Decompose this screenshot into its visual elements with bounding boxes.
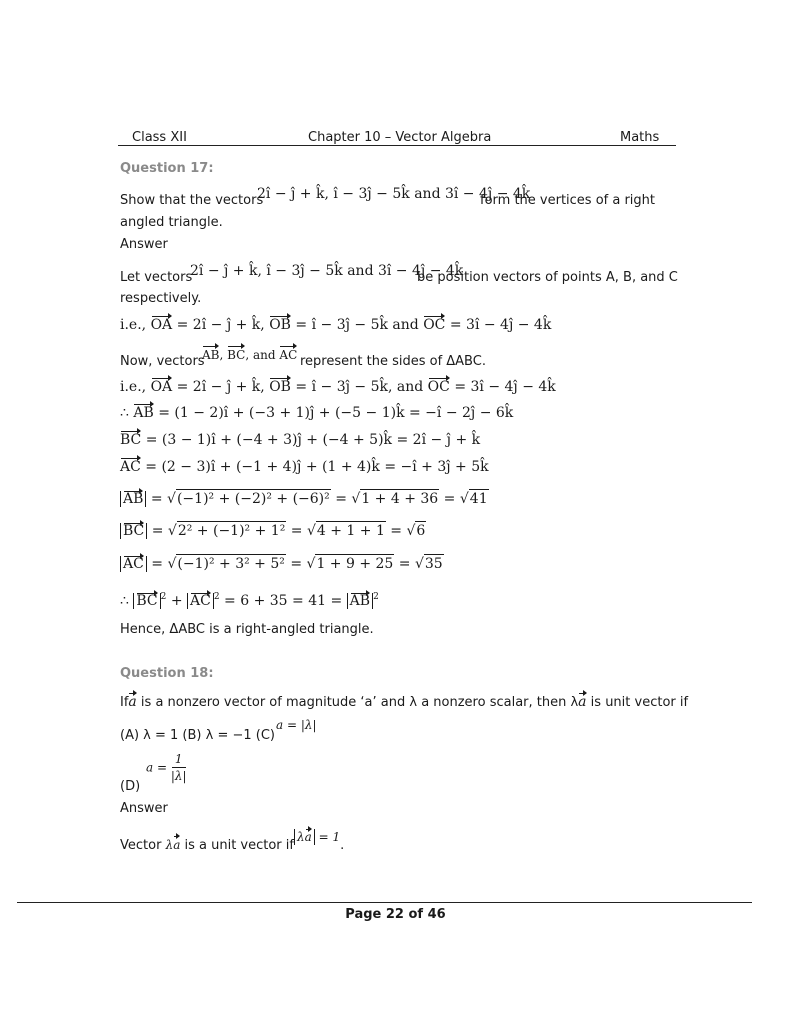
ab-equation: = (1 − 2)î + (−3 + 1)ĵ + (−5 − 1)k̂ = −î − 2ĵ − 6k̂: [158, 405, 514, 421]
q17-magnitude-ac: AC = √(−1)² + 3² + 5² = √1 + 9 + 25 = √35: [120, 554, 444, 573]
ac-equation: = (2 − 3)î + (−1 + 4)ĵ + (1 + 4)k̂ = −î + 3ĵ + 5k̂: [145, 459, 489, 475]
final-cond: = 1: [318, 830, 341, 844]
footer-rule: [17, 902, 752, 903]
q18-final-statement: Vector λa is a unit vector ifλa = 1.: [120, 830, 345, 853]
vector-ab: AB: [133, 405, 154, 421]
vector-oc: OC: [427, 379, 450, 395]
question-18-title: Question 18:: [120, 666, 214, 681]
final-pre: Vector: [120, 838, 162, 853]
vector-oa: OA: [150, 379, 173, 395]
header-class: Class XII: [132, 130, 187, 145]
q17-pythagoras: ∴ BC $^2$ + AC $^2$ = 6 + 35 = 41 = AB $^2$: [120, 592, 379, 609]
vector-ac: AC: [123, 556, 144, 572]
vector-oa: OA: [150, 317, 173, 333]
mag-ac-sum: 1 + 9 + 25: [316, 556, 394, 572]
mag-ab-sum: 1 + 4 + 36: [361, 491, 439, 507]
header-subject: Maths: [620, 130, 660, 145]
q17-position-vectors-2: [120, 378, 556, 396]
ob-value: = î − 3ĵ − 5k̂, and: [295, 379, 424, 395]
q17-position-vectors-1: [120, 316, 551, 334]
vector-ob: OB: [269, 379, 291, 395]
q18-answer-label: Answer: [120, 801, 168, 816]
q17-statement-line2: angled triangle.: [120, 215, 223, 230]
mag-ac-radicand: (−1)² + 3² + 5²: [177, 556, 285, 572]
mag-ab-result: 41: [469, 491, 488, 507]
vector-a: a: [578, 694, 587, 710]
vector-a: a: [304, 830, 312, 844]
q17-magnitude-ab: AB = √(−1)² + (−2)² + (−6)² = √1 + 4 + 36 = √41: [120, 489, 489, 508]
q17-let-post: be position vectors of points A, B, and C: [417, 270, 678, 285]
q17-statement-pre: Show that the vectors: [120, 193, 264, 208]
ie-label: i.e.,: [120, 317, 147, 333]
q18-options-abc: (A) λ = 1 (B) λ = −1 (C): [120, 728, 275, 743]
q17-conclusion: Hence, ΔABC is a right-angled triangle.: [120, 622, 374, 637]
page-number: Page 22 of 46: [345, 907, 446, 922]
header-chapter: Chapter 10 – Vector Algebra: [308, 130, 492, 145]
vector-oc: OC: [423, 317, 446, 333]
q17-statement-post: form the vertices of a right: [480, 193, 656, 208]
opt-d-denominator: |λ|: [170, 769, 187, 783]
q18-option-d-label: (D): [120, 779, 141, 794]
oc-value: = 3î − 4ĵ − 4k̂: [454, 379, 556, 395]
vector-ab: AB: [202, 348, 220, 362]
vector-ob: OB: [269, 317, 291, 333]
mag-bc-sum: 4 + 1 + 1: [316, 523, 385, 539]
mag-bc-radicand: 2² + (−1)² + 1²: [177, 523, 286, 539]
oa-value: = 2î − ĵ + k̂,: [176, 379, 265, 395]
header-rule: [118, 145, 676, 146]
mag-bc-result: 6: [416, 523, 426, 539]
q17-bc-computation: [120, 431, 480, 449]
vector-a: a: [128, 694, 137, 710]
q18-option-c-expr: a = |λ|: [276, 718, 317, 732]
vector-bc: BC: [227, 348, 246, 362]
q17-let-pre: Let vectors: [120, 270, 193, 285]
q18-if: If: [120, 695, 129, 710]
q17-respectively: respectively.: [120, 291, 202, 306]
oc-value: = 3î − 4ĵ − 4k̂: [449, 317, 552, 333]
q17-vectors: 2î − ĵ + k̂, î − 3ĵ − 5k̂ and 3î − 4ĵ − 4k̂: [257, 186, 531, 202]
vector-ac: AC: [190, 593, 211, 609]
opt-d-lhs: a =: [146, 760, 168, 775]
vector-ac: AC: [279, 348, 298, 362]
vector-ac: AC: [120, 459, 141, 475]
mag-ab-radicand: (−1)² + (−2)² + (−6)²: [176, 491, 330, 507]
q18-statement: [120, 693, 688, 711]
vector-bc: BC: [120, 432, 142, 448]
ob-value: = î − 3ĵ − 5k̂ and: [295, 317, 419, 333]
question-17-title: Question 17:: [120, 161, 214, 176]
pythagoras-sum: = 6 + 35 = 41 =: [224, 593, 343, 609]
vector-ab: AB: [123, 491, 144, 507]
ie-label: i.e.,: [120, 379, 147, 395]
final-dot: .: [340, 838, 345, 853]
q18-statement-post: is unit vector if: [590, 695, 689, 710]
q18-option-d-expr: [146, 752, 187, 784]
q17-ab-computation: ∴ AB = (1 − 2)î + (−3 + 1)ĵ + (−5 − 1)k̂ = −î − 2ĵ − 6k̂: [120, 405, 514, 421]
q17-now-post: represent the sides of ΔABC.: [300, 354, 486, 369]
q18-statement-mid: is a nonzero vector of magnitude ‘a’ and λ a nonzero scalar, then λ: [140, 695, 579, 710]
q17-magnitude-bc: BC = √2² + (−1)² + 1² = √4 + 1 + 1 = √6: [120, 521, 426, 540]
and-word: and: [253, 348, 276, 362]
mag-ac-result: 35: [424, 556, 443, 572]
vector-bc: BC: [136, 593, 158, 609]
opt-d-numerator: 1: [172, 752, 186, 768]
q17-ac-computation: [120, 458, 489, 476]
q17-answer-label: Answer: [120, 237, 168, 252]
q17-now-pre: Now, vectors: [120, 354, 205, 369]
final-mid: is a unit vector if: [184, 838, 294, 853]
vector-ab: AB: [349, 593, 371, 609]
vector-bc: BC: [123, 523, 145, 539]
oa-value: = 2î − ĵ + k̂,: [176, 317, 265, 333]
q17-let-vectors: 2î − ĵ + k̂, î − 3ĵ − 5k̂ and 3î − 4ĵ − 4k̂: [190, 263, 464, 279]
q17-side-vectors: AB, BC, and AC: [202, 348, 298, 362]
bc-equation: = (3 − 1)î + (−4 + 3)ĵ + (−4 + 5)k̂ = 2î − ĵ + k̂: [145, 432, 481, 448]
vector-a: a: [173, 838, 181, 852]
